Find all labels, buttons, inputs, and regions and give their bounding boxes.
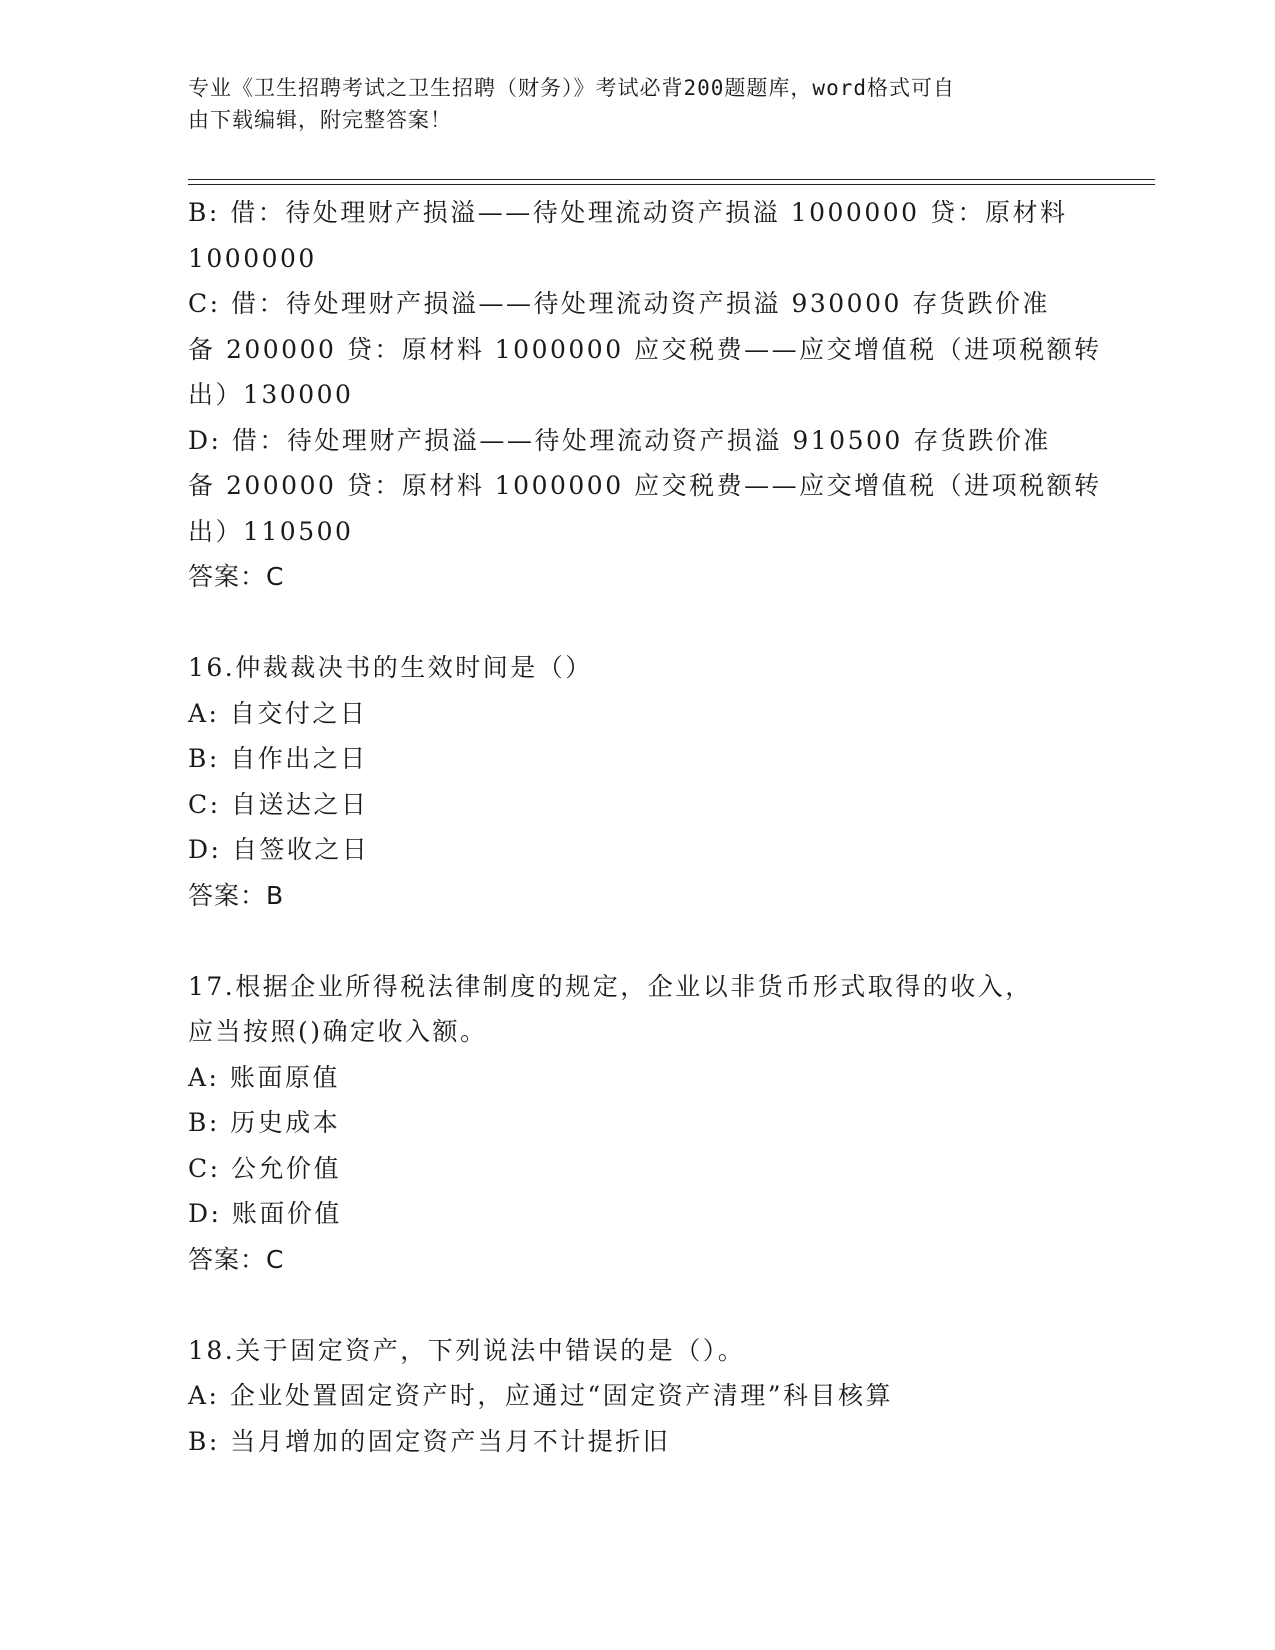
document-header (188, 72, 1088, 136)
question-text-line-2: 应当按照()确定收入额。 (188, 1017, 488, 1046)
spacer (188, 600, 1088, 646)
option-b: B: 当月增加的固定资产当月不计提折旧 (188, 1426, 671, 1456)
question-text: 16.仲裁裁决书的生效时间是（） (188, 653, 593, 682)
option-d-line-2: 备 200000 贷：原材料 1000000 应交税费——应交增值税（进项税额转 (188, 471, 1102, 500)
option-a: A: 账面原值 (188, 1062, 340, 1092)
option-c: C: 自送达之日 (188, 789, 369, 819)
option-a: A: 自交付之日 (188, 698, 368, 728)
spacer (188, 1282, 1088, 1328)
header-divider-top (188, 179, 1155, 180)
question-17 (188, 964, 1088, 1283)
question-15 (188, 190, 1102, 600)
option-d-line-3: 出）110500 (188, 516, 354, 546)
question-list (188, 190, 1102, 1464)
option-d-line-1: D: 借：待处理财产损溢——待处理流动资产损溢 910500 存货跌价准 (188, 425, 1051, 455)
header-line-2: 由下载编辑，附完整答案！ (188, 108, 452, 132)
question-16 (188, 645, 1088, 918)
option-b-line-2: 1000000 (188, 243, 317, 273)
question-text: 18.关于固定资产，下列说法中错误的是（）。 (188, 1335, 746, 1365)
option-d: D: 自签收之日 (188, 835, 370, 864)
option-c-line-2: 备 200000 贷：原材料 1000000 应交税费——应交增值税（进项税额转 (188, 334, 1102, 364)
option-b: B: 历史成本 (188, 1108, 341, 1137)
answer-label: 答案：C (188, 562, 285, 591)
answer-label: 答案：C (188, 1244, 285, 1274)
option-d: D: 账面价值 (188, 1199, 342, 1228)
question-text-line-1: 17.根据企业所得税法律制度的规定，企业以非货币形式取得的收入， (188, 971, 1033, 1001)
option-c: C: 公允价值 (188, 1153, 341, 1183)
option-c-line-3: 出）130000 (188, 380, 354, 409)
header-divider-bottom (188, 184, 1155, 185)
answer-label: 答案：B (188, 880, 285, 910)
option-a: A: 企业处置固定资产时，应通过“固定资产清理”科目核算 (188, 1381, 893, 1410)
option-b: B: 自作出之日 (188, 744, 368, 773)
question-18 (188, 1328, 1088, 1465)
option-b-line-1: B: 借：待处理财产损溢——待处理流动资产损溢 1000000 贷：原材料 (188, 198, 1068, 227)
option-c-line-1: C: 借：待处理财产损溢——待处理流动资产损溢 930000 存货跌价准 (188, 289, 1050, 318)
header-line-1: 专业《卫生招聘考试之卫生招聘（财务）》考试必背200题题库，word格式可自 (188, 76, 955, 100)
spacer (188, 918, 1088, 964)
